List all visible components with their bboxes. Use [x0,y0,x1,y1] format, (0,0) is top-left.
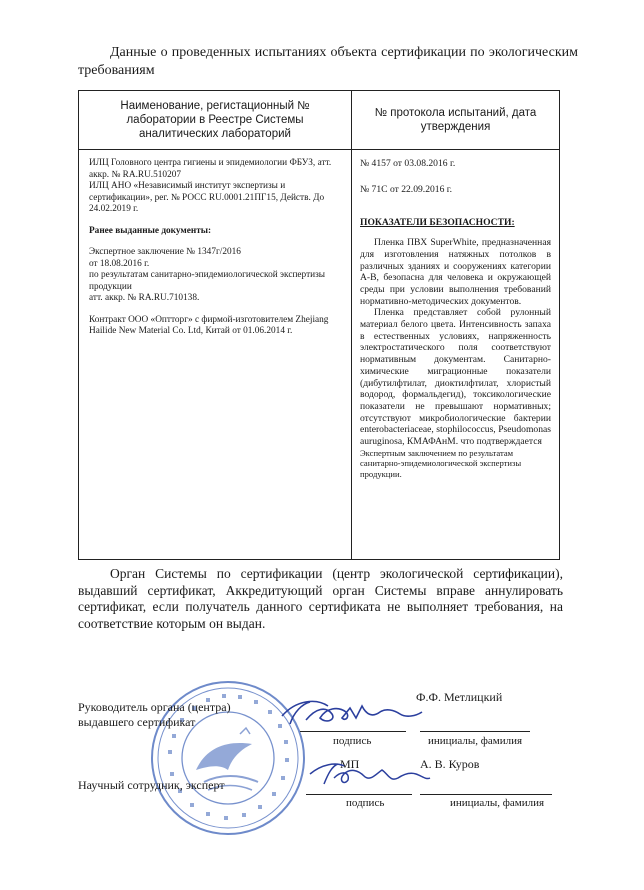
conclusion-title: Экспертное заключение № 1347г/2016 [89,247,241,257]
protocol1-text: № 4157 от 03.08.2016 г. [360,158,456,169]
head-name: Ф.Ф. Метлицкий [416,690,503,704]
conclusion-date: от 18.08.2016 г. [89,258,150,269]
col-header-protocol [352,91,560,150]
expert-label: Научный сотрудник, эксперт [78,778,225,792]
safety-para1: Пленка ПВХ SuperWhite, предназначенная для изготовления натяжных потолков в различных зданиях и сооружениях категории А-В, безопасна для человека и окружающей среды при условии выполнения требований нормативно-методических документов. [360,237,551,307]
conclusion-basis: по результатам санитарно-эпидемиологической экспертизы продукции [89,270,326,292]
annulment-note: Орган Системы по сертификации (центр экологической сертификации), выдавший сертификат, Аккредитующий орган Системы вправе аннулировать сертификат, если получатель данного сертификата не выполняет требования, на соответствие которым он выдан. [78,566,563,631]
lab-info-cell [79,150,352,560]
col-header-protocol-text: № протокола испытаний, дата утверждения [374,107,537,133]
expert-initials-line [420,794,552,795]
expert-signature-image [304,756,434,796]
head-initials-line [420,731,530,732]
col-header-lab [79,91,352,150]
head-label-line2: выдавшего сертификат [78,715,196,729]
safety-para2: Пленка представляет собой рулонный материал белого цвета. Интенсивность запаха в естественных условиях, напряженность электростатического поля соответствуют нормативным документам. Санитарно-химические миграционные показатели (дибутилфтилат, диоктилфтилат, хлористый водород, формальдегид), токсикологические показатели не превышают нормативных; отсутствуют микробиологические бактерии enterobacteriaceae, stophilococcus, Pseudomonas auruginosa, КМАФАнМ. что подтверждается [360,307,551,448]
mp-mark: МП [340,757,360,771]
prev-docs-title: Ранее выданные документы: [89,225,212,236]
lab2-text: ИЛЦ АНО «Независимый институт экспертизы и сертификации», рег. № РОСС RU.0001.21ПГ15, Действ. До 24.02.2019 г. [89,181,325,214]
conclusion-accr: атт. аккр. № RA.RU.710138. [89,293,200,303]
document-heading: Данные о проведенных испытаниях объекта сертификации по экологическим требованиям [78,45,578,78]
expert-sign-caption: подпись [346,797,385,809]
test-data-table [78,90,560,560]
expert-name: А. В. Куров [420,757,480,771]
safety-para2-tail: Экспертным заключением по результатам санитарно-эпидемиологической экспертизы продукции. [360,447,522,479]
col-header-lab-text: Наименование, регистационный № лаборатории в Реестре Системы аналитических лабораторий [120,100,310,140]
expert-initials-caption: инициалы, фамилия [450,797,545,809]
head-label-line1: Руководитель органа (центра) [78,700,231,714]
expert-signature-line [306,794,412,795]
head-initials-caption: инициалы, фамилия [428,735,523,747]
contract-text: Контракт ООО «Оптторг» с фирмой-изготовителем Zhejiang Hailide New Material Co. Ltd, Китай от 01.06.2014 г. [89,314,329,336]
protocol2-text: № 71С от 22.09.2016 г. [360,183,453,195]
head-signature-line [300,731,406,732]
protocol-cell [352,150,560,560]
lab1-text: ИЛЦ Головного центра гигиены и эпидемиологии ФБУЗ, атт. аккр. № RA.RU.510207 [89,158,332,180]
head-signature-image [276,694,426,736]
safety-title: ПОКАЗАТЕЛИ БЕЗОПАСНОСТИ: [360,217,515,229]
head-sign-caption: подпись [333,735,372,747]
